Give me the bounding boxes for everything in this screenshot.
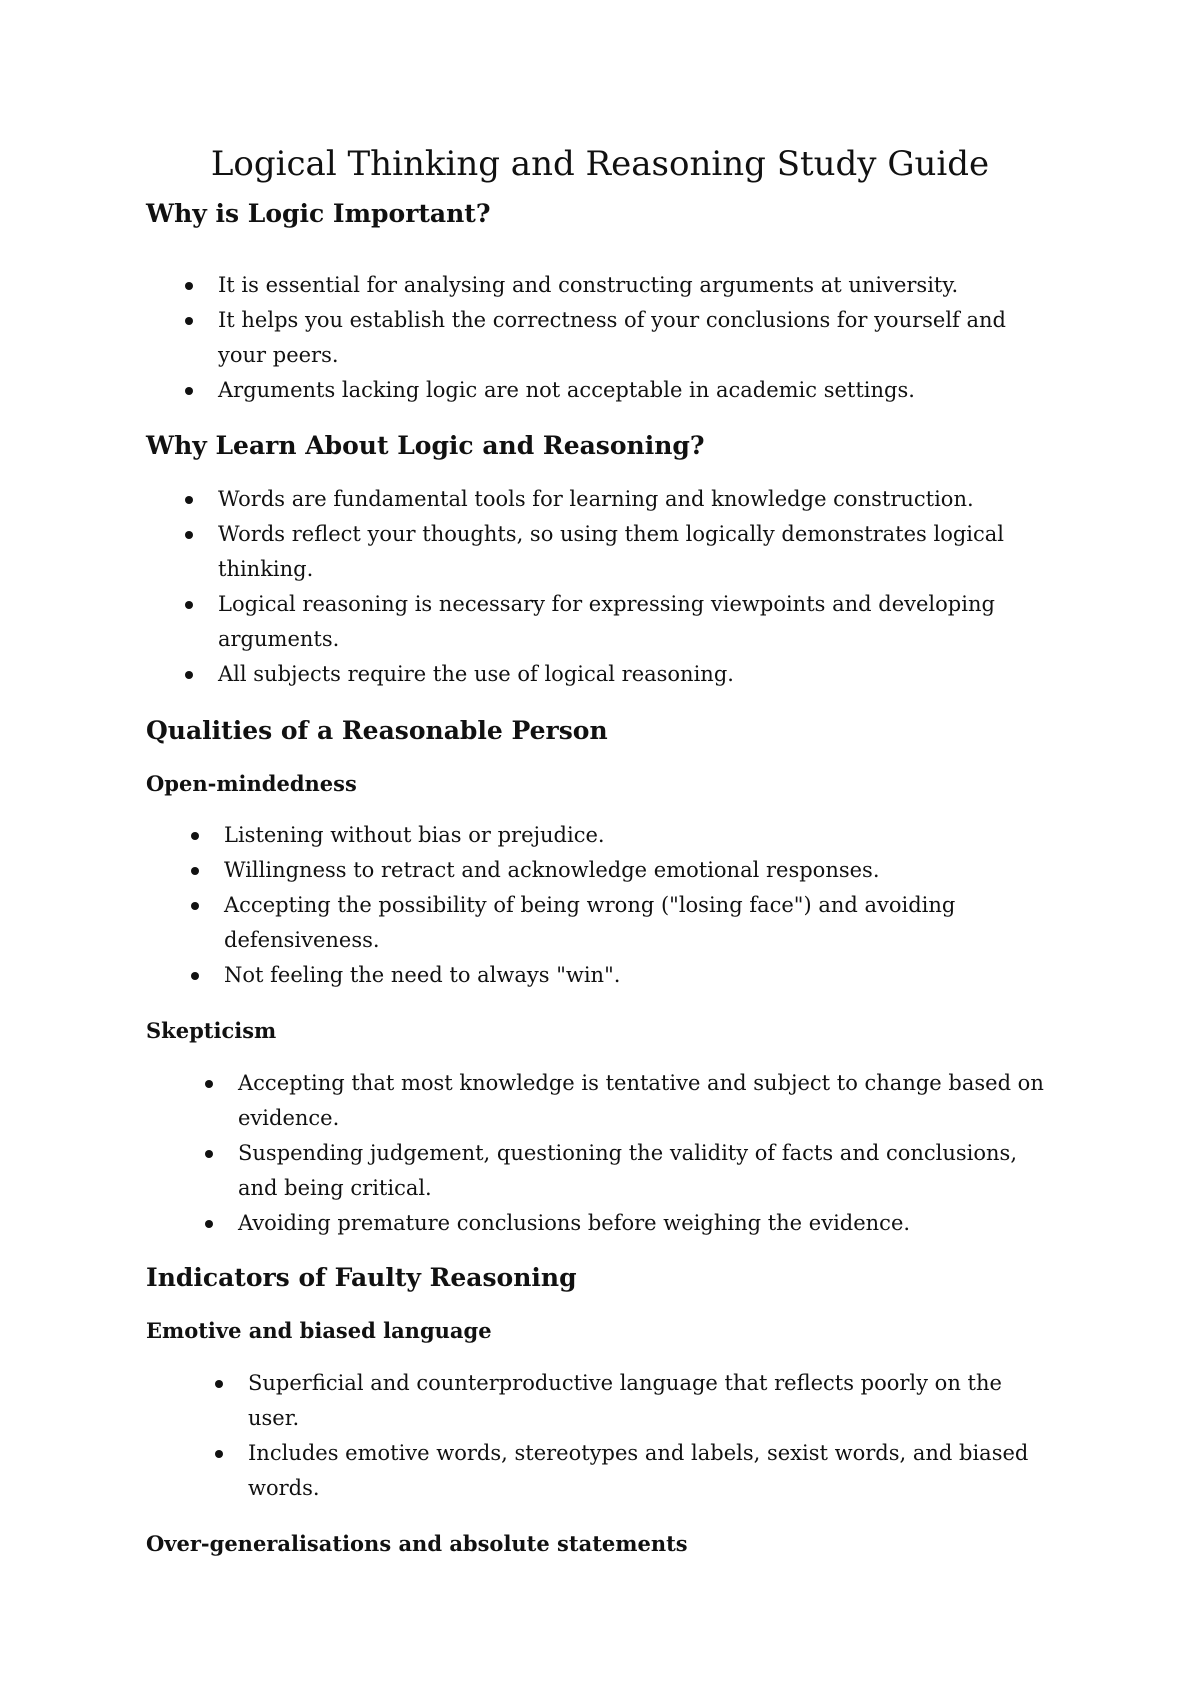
list-open-mindedness (224, 818, 1004, 993)
subsection-heading-over-generalisations: Over-generalisations and absolute statements (146, 1531, 688, 1556)
list-item: Not feeling the need to always "win". (224, 958, 1004, 993)
list-item: All subjects require the use of logical reasoning. (218, 657, 1028, 692)
list-item: Words are fundamental tools for learning and knowledge construction. (218, 482, 1028, 517)
document-title: Logical Thinking and Reasoning Study Guide (210, 144, 990, 184)
list-item: Accepting the possibility of being wrong ("losing face") and avoiding defensiveness. (224, 888, 1004, 958)
list-item: It is essential for analysing and constructing arguments at university. (218, 268, 1018, 303)
subsection-heading-emotive-language: Emotive and biased language (146, 1318, 492, 1343)
section-heading-qualities: Qualities of a Reasonable Person (146, 716, 608, 745)
bullet-icon (205, 1150, 213, 1158)
list-why-logic-important (218, 268, 1018, 408)
list-why-learn-logic (218, 482, 1028, 692)
list-item: It helps you establish the correctness of your conclusions for yourself and your peers. (218, 303, 1018, 373)
list-item: Avoiding premature conclusions before weighing the evidence. (238, 1206, 1058, 1241)
subsection-heading-skepticism: Skepticism (146, 1018, 277, 1043)
bullet-icon (185, 496, 193, 504)
bullet-icon (185, 671, 193, 679)
list-item: Includes emotive words, stereotypes and labels, sexist words, and biased words. (248, 1436, 1048, 1506)
list-item: Accepting that most knowledge is tentative and subject to change based on evidence. (238, 1066, 1058, 1136)
list-item: Arguments lacking logic are not acceptable in academic settings. (218, 373, 1018, 408)
list-item: Suspending judgement, questioning the validity of facts and conclusions, and being critical. (238, 1136, 1058, 1206)
bullet-icon (205, 1220, 213, 1228)
subsection-heading-open-mindedness: Open-mindedness (146, 771, 357, 796)
list-item: Willingness to retract and acknowledge emotional responses. (224, 853, 1004, 888)
bullet-icon (191, 867, 199, 875)
section-heading-why-logic-important: Why is Logic Important? (146, 199, 491, 228)
bullet-icon (215, 1380, 223, 1388)
bullet-icon (185, 531, 193, 539)
bullet-icon (185, 601, 193, 609)
bullet-icon (185, 317, 193, 325)
bullet-icon (191, 832, 199, 840)
list-item: Words reflect your thoughts, so using them logically demonstrates logical thinking. (218, 517, 1028, 587)
list-item: Logical reasoning is necessary for expressing viewpoints and developing arguments. (218, 587, 1028, 657)
bullet-icon (185, 387, 193, 395)
section-heading-why-learn-logic: Why Learn About Logic and Reasoning? (146, 431, 705, 460)
bullet-icon (205, 1080, 213, 1088)
section-heading-faulty-reasoning: Indicators of Faulty Reasoning (146, 1263, 577, 1292)
list-skepticism (238, 1066, 1058, 1241)
list-item: Listening without bias or prejudice. (224, 818, 1004, 853)
bullet-icon (185, 282, 193, 290)
list-emotive-language (248, 1366, 1048, 1506)
list-item: Superficial and counterproductive language that reflects poorly on the user. (248, 1366, 1048, 1436)
bullet-icon (191, 972, 199, 980)
bullet-icon (191, 902, 199, 910)
bullet-icon (215, 1450, 223, 1458)
